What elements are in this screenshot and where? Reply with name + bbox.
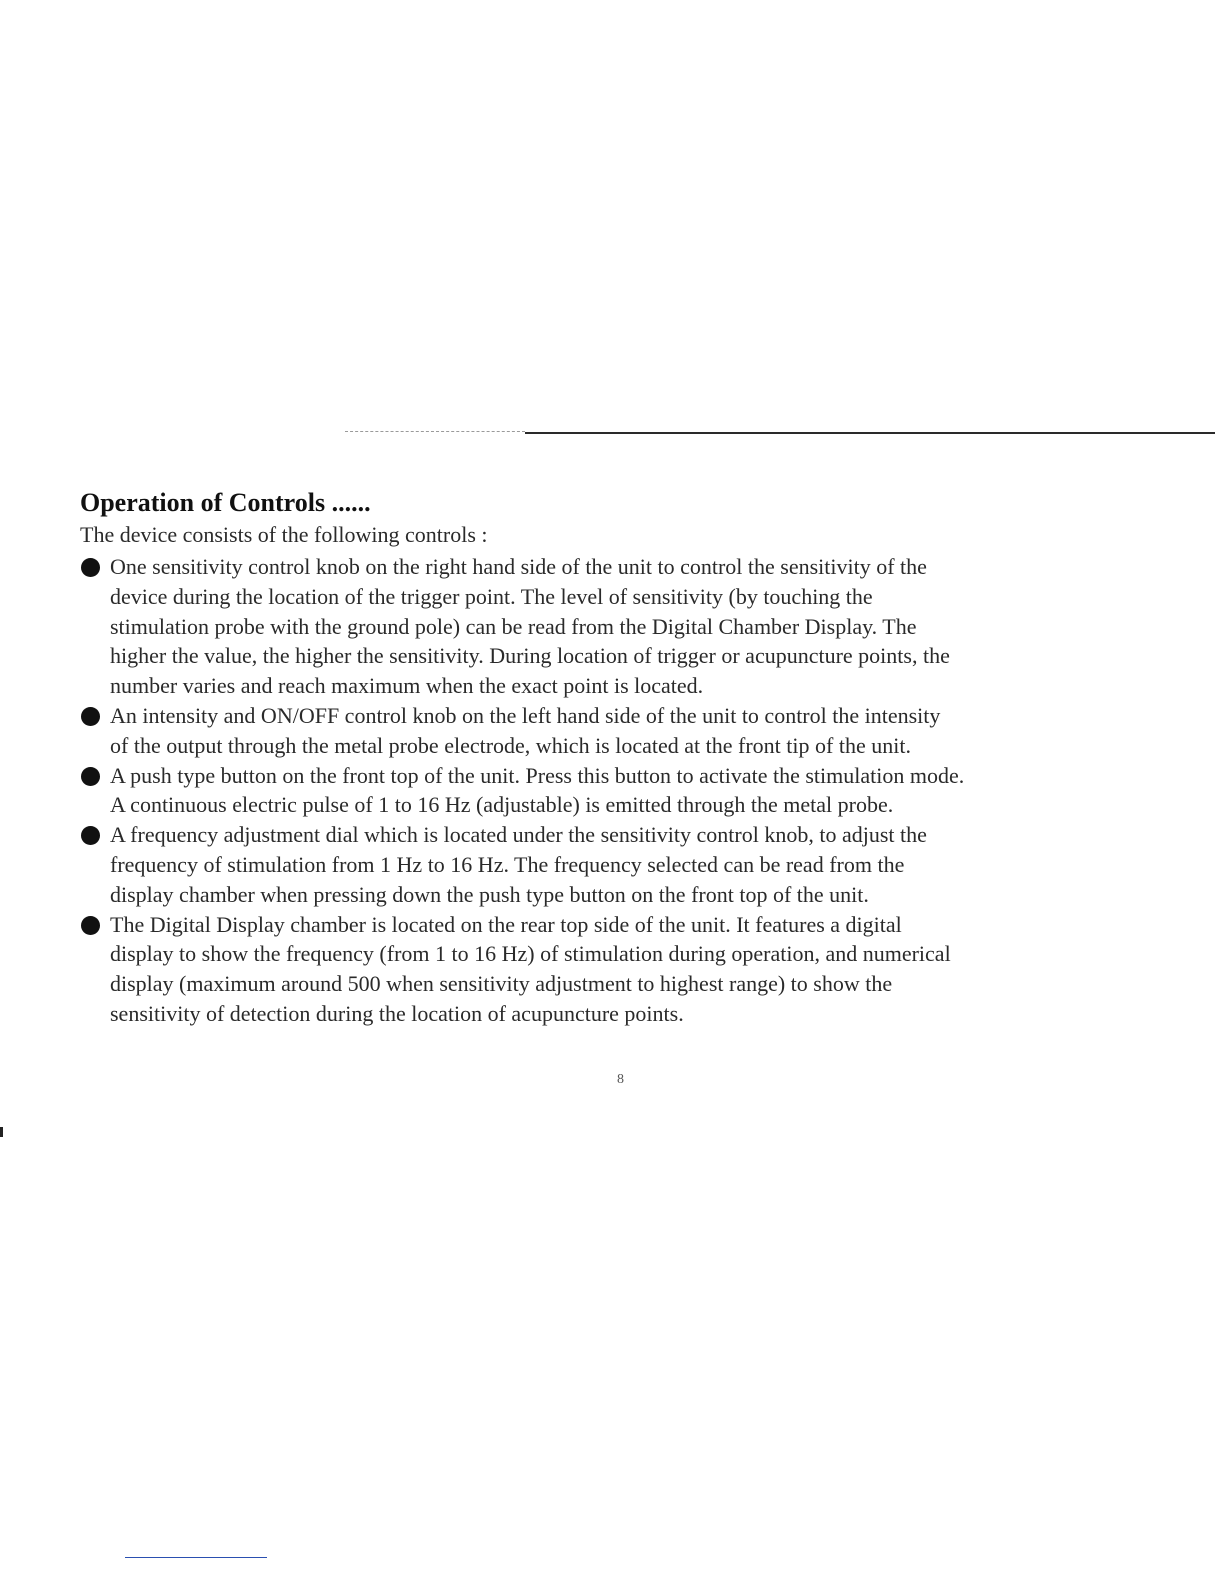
controls-list	[80, 552, 1175, 1029]
list-item-line: A frequency adjustment dial which is located under the sensitivity control knob, to adjust the	[110, 822, 927, 848]
footer-link-rule	[125, 1557, 267, 1558]
list-item-line: A push type button on the front top of the unit. Press this button to activate the stimulation mode.	[110, 762, 965, 788]
list-item-line: device during the location of the trigger point. The level of sensitivity (by touching the	[110, 583, 873, 609]
header-rule	[525, 432, 1215, 434]
list-item-line: frequency of stimulation from 1 Hz to 16 Hz. The frequency selected can be read from the	[110, 851, 905, 877]
list-item-digital-display	[80, 910, 1175, 1029]
list-item-push-button	[80, 761, 1175, 821]
bullet-dot-icon	[81, 767, 100, 786]
list-item-sensitivity-knob	[80, 552, 1175, 701]
list-item-line: display (maximum around 500 when sensitivity adjustment to highest range) to show the	[110, 971, 893, 997]
list-item-line: of the output through the metal probe electrode, which is located at the front tip of the unit.	[110, 732, 911, 758]
list-item-line: stimulation probe with the ground pole) can be read from the Digital Chamber Display. The	[110, 613, 917, 639]
section-intro: The device consists of the following controls :	[80, 522, 488, 547]
bullet-dot-icon	[81, 558, 100, 577]
page-number: 8	[617, 1072, 624, 1087]
bullet-dot-icon	[81, 707, 100, 726]
list-item-line: A continuous electric pulse of 1 to 16 Hz (adjustable) is emitted through the metal probe.	[110, 792, 894, 818]
list-item-line: display chamber when pressing down the push type button on the front top of the unit.	[110, 881, 869, 907]
list-item-line: An intensity and ON/OFF control knob on the left hand side of the unit to control the intensity	[110, 702, 941, 728]
list-item-line: sensitivity of detection during the location of acupuncture points.	[110, 1000, 684, 1026]
section-heading: Operation of Controls ......	[80, 488, 371, 517]
list-item-line: display to show the frequency (from 1 to 16 Hz) of stimulation during operation, and numerical	[110, 941, 951, 967]
list-item-line: number varies and reach maximum when the exact point is located.	[110, 673, 704, 699]
list-item-line: One sensitivity control knob on the right hand side of the unit to control the sensitivity of the	[110, 554, 927, 579]
list-item-line: higher the value, the higher the sensitivity. During location of trigger or acupuncture points, the	[110, 643, 950, 669]
list-item-frequency-dial	[80, 820, 1175, 909]
list-item-line: The Digital Display chamber is located on the rear top side of the unit. It features a digital	[110, 911, 902, 937]
bullet-dot-icon	[81, 826, 100, 845]
list-item-intensity-knob	[80, 701, 1175, 761]
header-rule-faint	[345, 431, 525, 432]
bullet-dot-icon	[81, 916, 100, 935]
margin-mark	[0, 1127, 3, 1137]
